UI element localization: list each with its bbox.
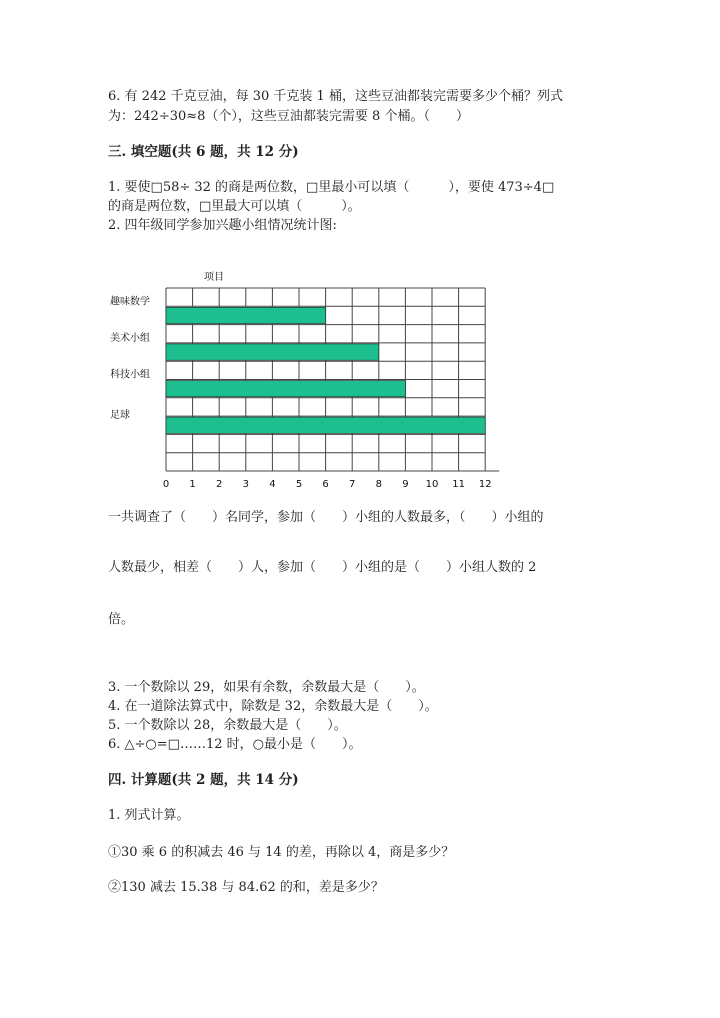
s3-q2-blank3: 倍。	[108, 612, 135, 627]
category-label: 趣味数学	[110, 296, 150, 308]
q6-line2: 为：242÷30≈8（个），这些豆油都装完需要 8 个桶。（ ）	[108, 109, 469, 124]
x-tick-label: 6	[322, 479, 329, 490]
category-label: 足球	[110, 410, 130, 422]
bar	[166, 344, 379, 360]
s3-q4: 4. 在一道除法算式中，除数是 32，余数最大是（ ）。	[108, 699, 438, 714]
x-tick-label: 1	[189, 479, 196, 490]
s3-q5: 5. 一个数除以 28，余数最大是（ ）。	[108, 718, 347, 733]
x-tick-label: 0	[162, 479, 170, 490]
s4-q1b: ②130 减去 15.38 与 84.62 的和，差是多少？	[108, 880, 384, 895]
section3-title: 三. 填空题(共 6 题，共 12 分)	[108, 144, 299, 160]
x-tick-label: 10	[425, 479, 439, 490]
x-tick-label: 5	[295, 479, 303, 490]
x-tick-label: 11	[452, 479, 465, 490]
chart-title: 项目	[204, 272, 224, 283]
x-tick-label: 8	[375, 479, 382, 490]
x-tick-label: 12	[478, 479, 492, 490]
x-tick-label: 7	[349, 479, 356, 490]
bar	[166, 381, 405, 397]
x-tick-label: 4	[269, 479, 276, 490]
s4-q1: 1. 列式计算。	[108, 808, 190, 823]
category-label: 美术小组	[110, 332, 150, 344]
x-tick-label: 9	[402, 479, 409, 490]
x-tick-label: 3	[242, 479, 249, 490]
category-label: 科技小组	[110, 369, 150, 381]
bar-chart	[108, 262, 518, 490]
bar	[166, 417, 485, 433]
s3-q2-blank2: 人数最少，相差（ ）人，参加（ ）小组的是（ ）小组人数的 2	[108, 560, 537, 575]
section4-title: 四. 计算题(共 2 题，共 14 分)	[108, 772, 299, 788]
s4-q1a: ①30 乘 6 的积减去 46 与 14 的差，再除以 4，商是多少？	[108, 845, 455, 860]
s3-q3: 3. 一个数除以 29，如果有余数，余数最大是（ ）。	[108, 680, 425, 695]
q6-line1: 6. 有 242 千克豆油，每 30 千克装 1 桶，这些豆油都装完需要多少个桶？列式	[108, 89, 563, 104]
s3-q1-line1: 1. 要使□58÷ 32 的商是两位数，□里最小可以填（ ），要使 473÷4□	[108, 180, 555, 195]
bar	[166, 307, 326, 323]
s3-q6: 6. △÷○=□……12 时，○最小是（ ）。	[108, 737, 362, 752]
s3-q2-line: 2. 四年级同学参加兴趣小组情况统计图:	[108, 218, 337, 233]
s3-q2-blank1: 一共调查了（ ）名同学，参加（ ）小组的人数最多，（ ）小组的	[108, 510, 544, 525]
s3-q1-line2: 的商是两位数，□里最大可以填（ ）。	[108, 199, 361, 214]
x-tick-label: 2	[216, 479, 223, 490]
